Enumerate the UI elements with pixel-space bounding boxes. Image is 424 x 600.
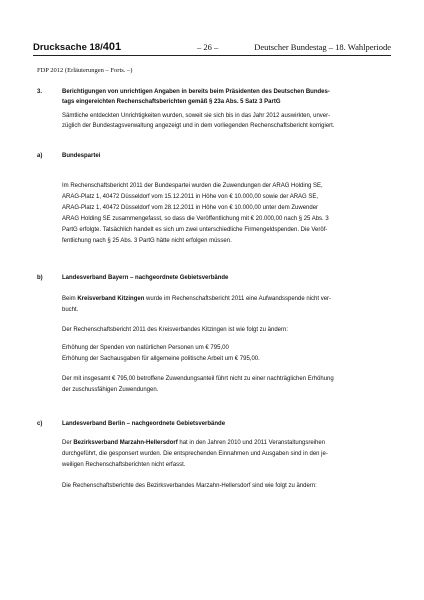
bezirksverband-marzahn-hellersdorf: Bezirksverband Marzahn-Hellersdorf: [73, 440, 178, 446]
kreisverband-kitzingen: Kreisverband Kitzingen: [77, 296, 145, 302]
section-b-heading: Landesverband Bayern – nachgeordnete Gebietsverbände: [62, 275, 229, 281]
section-note: FDP 2012 (Erläuterungen – Forts. –): [37, 67, 133, 74]
section-3-intro-line-2: züglich der Bundestagsverwaltung angezeigt und in dem vorliegenden Rechenschaftsbericht korrigiert.: [62, 123, 335, 129]
section-a-line-3: ARAG-Platz 1, 40472 Düsseldorf vom 28.12.2011 in Höhe von € 10.000,00 unter dem Zuwender: [62, 205, 319, 211]
section-3-heading-line-1: Berichtigungen von unrichtigen Angaben in bereits beim Präsidenten des Deutschen Bundes-: [62, 89, 330, 95]
section-c-p1-prefix: Der: [62, 440, 74, 446]
section-b-paragraph-2: Der Rechenschaftsbericht 2011 des Kreisverbandes Kitzingen ist wie folgt zu ändern:: [62, 327, 289, 333]
section-c-p1-rest: hat in den Jahren 2010 und 2011 Veranstaltungsreihen: [177, 440, 326, 446]
section-c-marker: c): [37, 421, 43, 427]
running-header: [33, 41, 391, 55]
institution-label: Deutscher Bundestag – 18. Wahlperiode: [254, 42, 391, 52]
section-a-line-5: PartG erfolgte. Tatsächlich handelt es sich um zwei unterschiedliche Firmengeldspenden. Die Veröf-: [62, 227, 328, 233]
section-a-line-1: Im Rechenschaftsbericht 2011 der Bundespartei wurden die Zuwendungen der ARAG Holding SE,: [62, 183, 323, 189]
section-a-line-4: ARAG Holding SE zusammengefasst, so dass die Veröffentlichung mit € 20.000,00 nach § 25 Abs. 3: [62, 216, 329, 222]
section-c-paragraph-1-line-2: durchgeführt, die gesponsert wurden. Die entsprechenden Einnahmen und Ausgaben sind in den je-: [62, 451, 328, 457]
section-3-heading-line-2: tags eingereichten Rechenschaftsberichten gemäß § 23a Abs. 5 Satz 3 PartG: [62, 99, 281, 105]
section-c-paragraph-2: Die Rechenschaftsberichte des Bezirksverbandes Marzahn-Hellersdorf sind wie folgt zu ändern:: [62, 483, 317, 489]
section-3-intro-line-1: Sämtliche entdeckten Unrichtigkeiten wurden, soweit sie sich bis in das Jahr 2012 auswirkten, unver-: [62, 113, 331, 119]
document-number: [33, 41, 121, 54]
section-b-paragraph-1-line-2: bucht.: [62, 307, 79, 313]
section-c-heading: Landesverband Berlin – nachgeordnete Gebietsverbände: [62, 421, 226, 427]
section-b-change-2: Erhöhung der Sachausgaben für allgemeine politische Arbeit um € 795,00.: [62, 356, 260, 362]
section-a-line-2: ARAG-Platz 1, 40472 Düsseldorf vom 15.12.2011 in Höhe von € 10.000,00 sowie der ARAG SE,: [62, 194, 319, 200]
section-a-heading: Bundespartei: [62, 153, 101, 159]
section-b-paragraph-3-line-1: Der mit insgesamt € 795,00 betroffene Zuwendungsanteil führt nicht zu einer nachträglichen Erhöhung: [62, 376, 334, 382]
section-a-marker: a): [37, 153, 43, 159]
section-b-change-1: Erhöhung der Spenden von natürlichen Personen um € 795,00: [62, 345, 229, 351]
section-c-paragraph-1-line-1: [62, 438, 325, 449]
section-a-line-6: fentlichung nach § 25 Abs. 3 PartG hätte nicht erfolgen müssen.: [62, 238, 232, 244]
header-rule: [33, 55, 391, 56]
section-3-marker: 3.: [37, 89, 43, 95]
section-c-paragraph-1-line-3: weiligen Rechenschaftsberichten nicht erfasst.: [62, 462, 186, 468]
document-number-prefix: Drucksache 18/: [33, 42, 103, 53]
section-b-p1-prefix: Beim: [62, 296, 78, 302]
section-b-marker: b): [37, 275, 43, 281]
section-b-paragraph-1-line-1: [62, 294, 331, 305]
section-b-p1-rest: wurde im Rechenschaftsbericht 2011 eine Aufwandsspende nicht ver-: [144, 296, 332, 302]
document-number-value: 401: [102, 41, 122, 53]
section-b-paragraph-3-line-2: der zuschussfähigen Zuwendungen.: [62, 387, 159, 393]
page-number: – 26 –: [197, 42, 219, 52]
